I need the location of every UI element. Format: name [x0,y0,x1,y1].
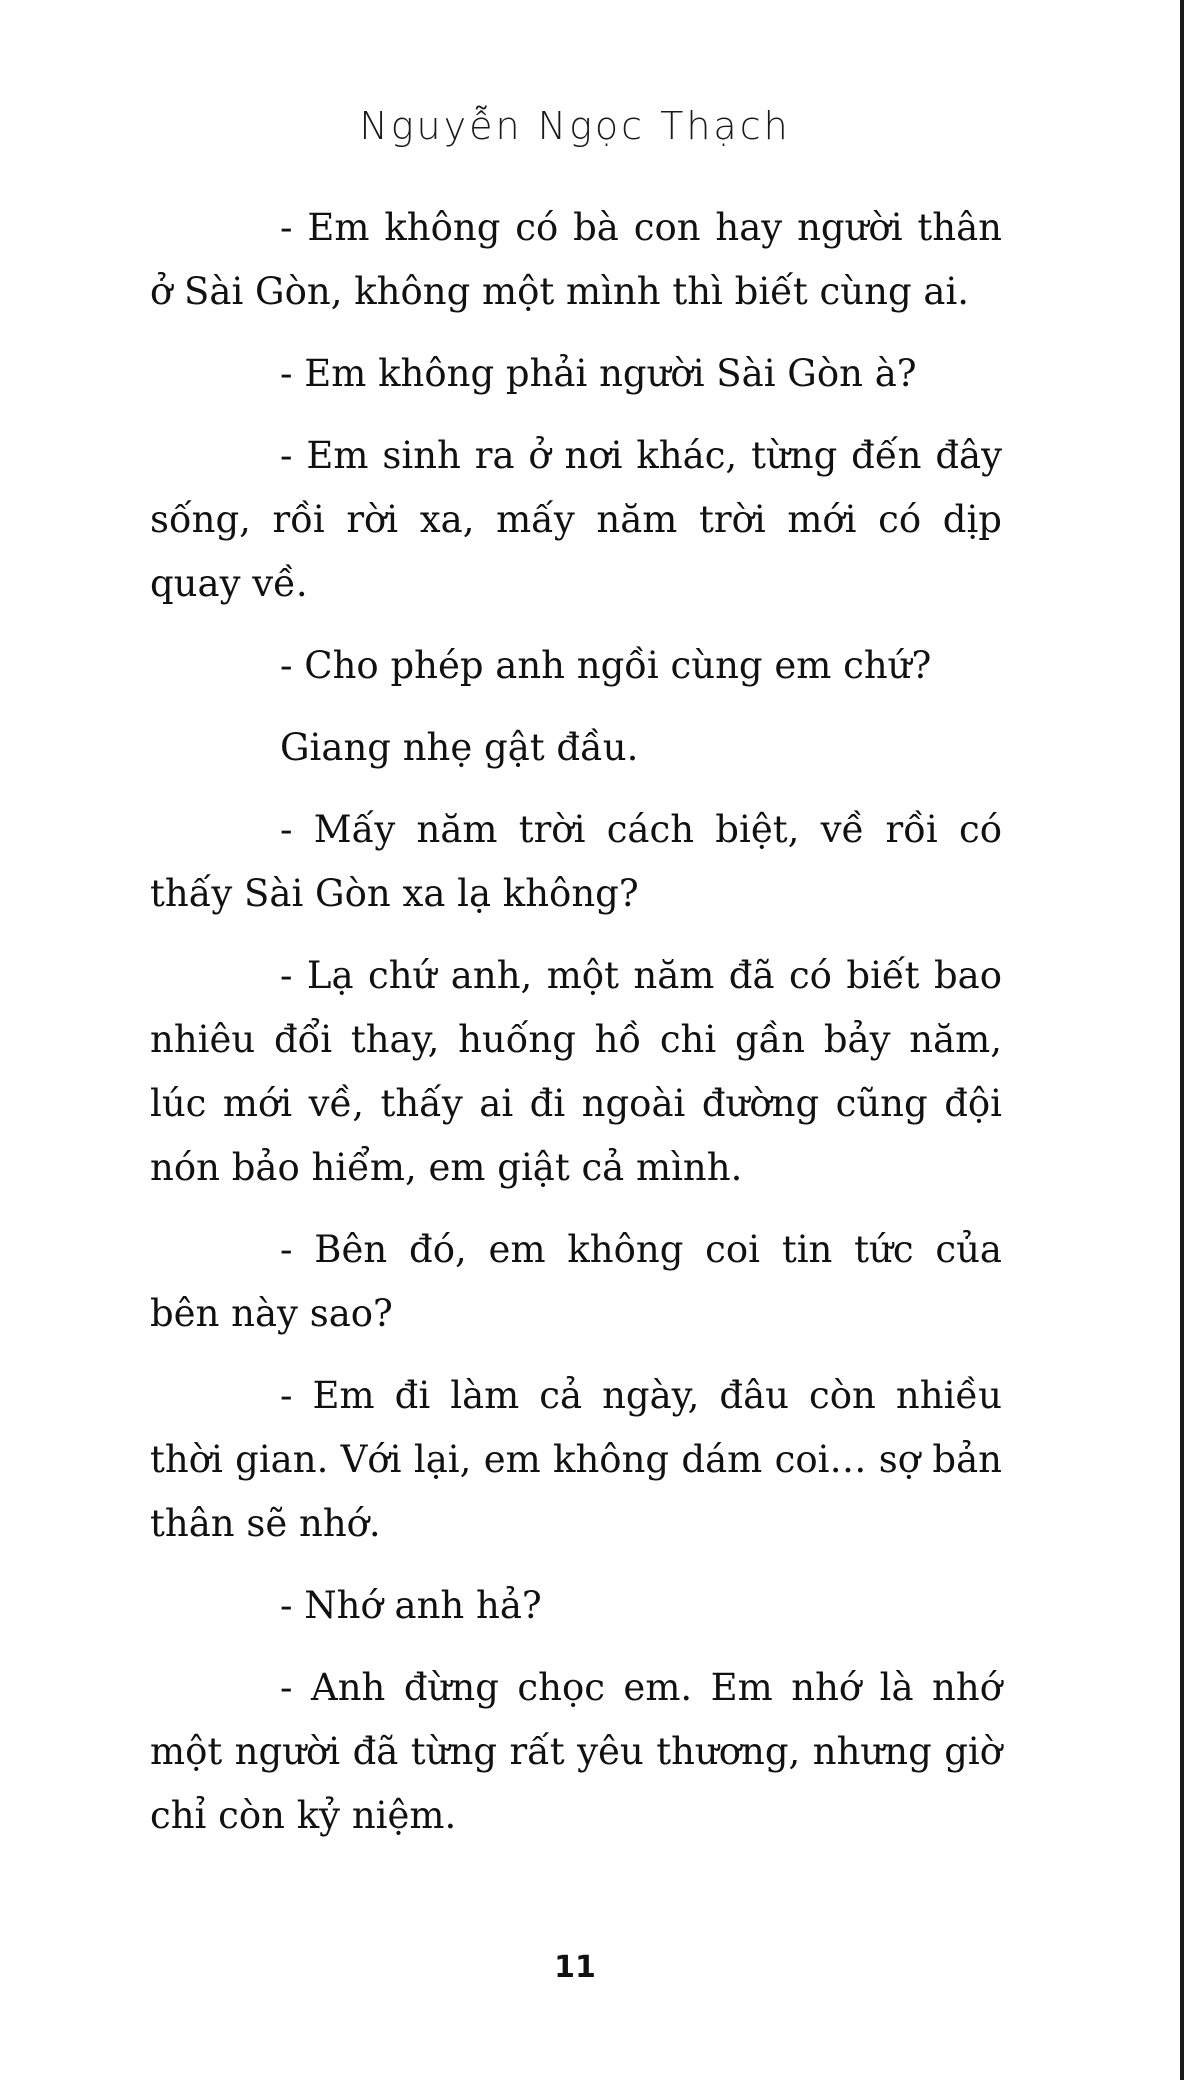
paragraph: Giang nhẹ gật đầu. [280,726,639,769]
page-number: 11 [554,1950,596,1985]
paragraph: - Em đi làm cả ngày, đâu còn nhiều thời gian. Với lại, em không dám coi… sợ bản thân sẽ nhớ. [150,1374,1002,1545]
body-text [150,196,1002,1866]
page-edge-border [1180,0,1184,2080]
paragraph: - Em sinh ra ở nơi khác, từng đến đây sống, rồi rời xa, mấy năm trời mới có dịp quay về. [150,434,1002,605]
running-header-author: Nguyễn Ngọc Thạch [359,104,791,148]
paragraph: - Mấy năm trời cách biệt, về rồi có thấy Sài Gòn xa lạ không? [150,808,1002,915]
paragraph: - Em không phải người Sài Gòn à? [280,352,917,395]
paragraph: - Bên đó, em không coi tin tức của bên này sao? [150,1228,1002,1335]
paragraph: - Nhớ anh hả? [280,1584,542,1627]
paragraph: - Em không có bà con hay người thân ở Sài Gòn, không một mình thì biết cùng ai. [150,206,1002,313]
paragraph: - Cho phép anh ngồi cùng em chứ? [280,644,932,687]
paragraph: - Lạ chứ anh, một năm đã có biết bao nhiêu đổi thay, huống hồ chi gần bảy năm, lúc mới về, thấy ai đi ngoài đường cũng đội nón bảo hiểm, em giật cả mình. [150,954,1002,1189]
paragraph: - Anh đừng chọc em. Em nhớ là nhớ một người đã từng rất yêu thương, nhưng giờ chỉ còn kỷ niệm. [150,1666,1002,1837]
